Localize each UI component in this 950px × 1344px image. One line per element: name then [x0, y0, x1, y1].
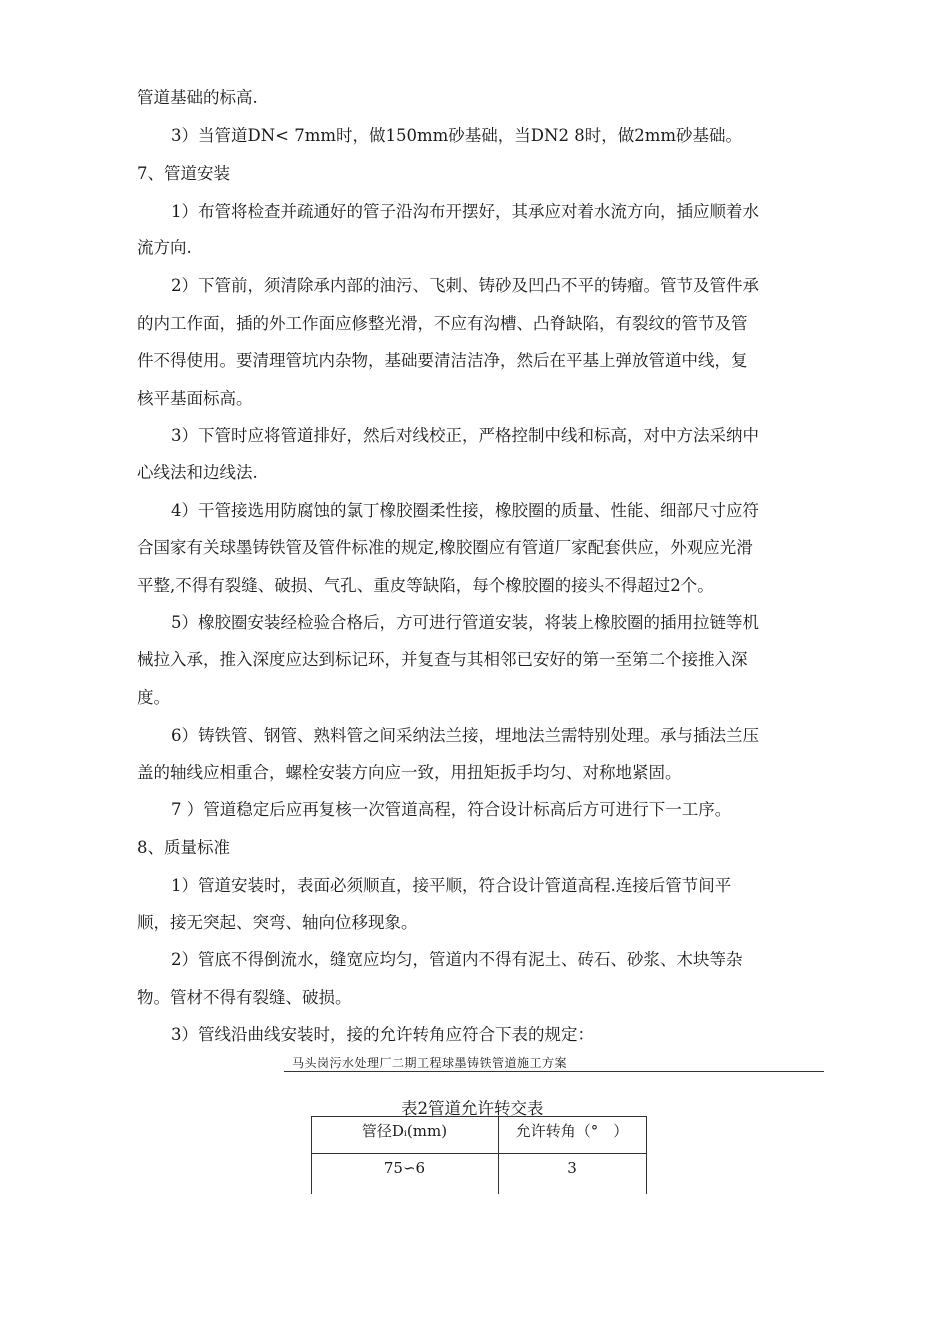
table-top-border [311, 1116, 647, 1117]
paragraph-line: 核平基面标高。 [137, 389, 253, 408]
paragraph-line: 3）管线沿曲线安装时，接的允许转角应符合下表的规定： [171, 1025, 594, 1044]
table-cell: 75∽6 [383, 1159, 426, 1177]
paragraph-line: 度。 [137, 688, 170, 707]
paragraph-line: 合国家有关球墨铸铁管及管件标准的规定,橡胶圈应有管道厂家配套供应，外观应光滑 [137, 538, 753, 557]
section-heading: 8、质量标准 [137, 838, 230, 857]
table-header-border [311, 1153, 647, 1154]
paragraph-line: 械拉入承，推入深度应达到标记环，并复查与其相邻已安好的第一至第二个接推入深 [137, 650, 748, 669]
paragraph-line: 2）管底不得倒流水，缝宽应均匀，管道内不得有泥土、砖石、砂浆、木块等杂 [171, 950, 743, 969]
paragraph-line: 物。管材不得有裂缝、破损。 [137, 988, 352, 1007]
paragraph-line: 平整,不得有裂缝、破损、气孔、重皮等缺陷，每个橡胶圈的接头不得超过2个。 [137, 576, 714, 595]
table-right-border [646, 1116, 647, 1194]
section-heading: 7、管道安装 [137, 164, 230, 183]
table-header-cell: 管径Dᵢ(mm) [361, 1122, 448, 1140]
paragraph-line: 7 ）管道稳定后应再复核一次管道高程，符合设计标高后方可进行下一工序。 [171, 800, 732, 819]
paragraph-line: 流方向. [137, 238, 192, 257]
paragraph-line: 顺，接无突起、突弯、轴向位移现象。 [137, 913, 418, 932]
document-footer-title: 马头岗污水处理厂二期工程球墨铸铁管道施工方案 [292, 1056, 568, 1070]
paragraph-line: 4）干管接选用防腐蚀的氯丁橡胶圈柔性接，橡胶圈的质量、性能、细部尺寸应符 [171, 501, 759, 520]
table-cell: 3 [567, 1159, 577, 1177]
footer-rule [284, 1071, 824, 1072]
paragraph-line: 盖的轴线应相重合，螺栓安装方向应一致，用扭矩扳手均匀、对称地紧固。 [137, 763, 682, 782]
paragraph-line: 心线法和边线法. [137, 463, 258, 482]
paragraph-line: 的内工作面，插的外工作面应修整光滑，不应有沟槽、凸脊缺陷，有裂纹的管节及管 [137, 314, 748, 333]
paragraph-line: 1）管道安装时，表面必须顺直，接平顺，符合设计管道高程.连接后管节间平 [171, 876, 732, 895]
table-header-cell: 允许转角（° ） [515, 1122, 629, 1140]
rotation-angle-table [311, 1116, 647, 1194]
paragraph-line: 3）当管道DN< 7mm时，做150mm砂基础，当DN2 8时，做2mm砂基础。 [171, 126, 743, 145]
table-caption: 表2管道允许转交表 [401, 1099, 544, 1118]
paragraph-line: 2）下管前，须清除承内部的油污、飞刺、铸砂及凹凸不平的铸瘤。管节及管件承 [171, 276, 759, 295]
paragraph-line: 1）布管将检查并疏通好的管子沿沟布开摆好，其承应对着水流方向，插应顺着水 [171, 202, 759, 221]
paragraph-line: 6）铸铁管、钢管、熟料管之间采纳法兰接，埋地法兰需特别处理。承与插法兰压 [171, 726, 759, 745]
paragraph-line: 管道基础的标高. [137, 88, 258, 107]
paragraph-line: 件不得使用。要清理管坑内杂物，基础要清洁洁净，然后在平基上弹放管道中线，复 [137, 351, 748, 370]
paragraph-line: 5）橡胶圈安装经检验合格后，方可进行管道安装，将装上橡胶圈的插用拉链等机 [171, 613, 759, 632]
paragraph-line: 3）下管时应将管道排好，然后对线校正，严格控制中线和标高，对中方法采纳中 [171, 426, 759, 445]
